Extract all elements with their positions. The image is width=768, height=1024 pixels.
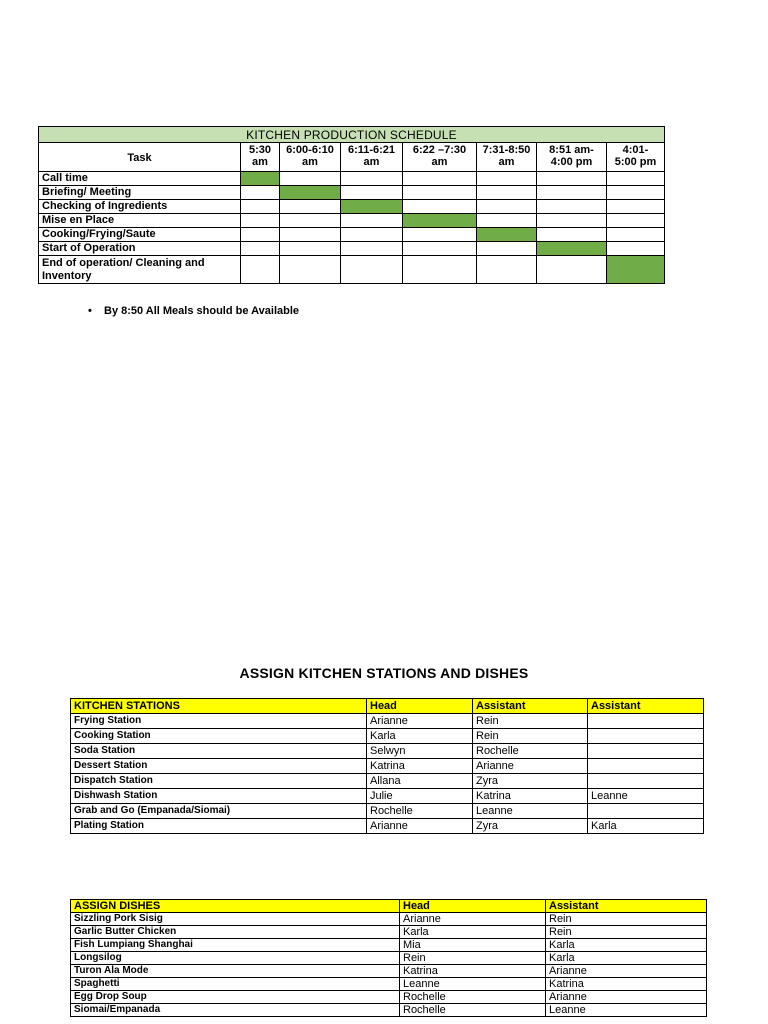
dish-header-row: [71, 900, 707, 913]
station-name-cell: Dispatch Station: [71, 774, 367, 789]
station-name-cell: Grab and Go (Empanada/Siomai): [71, 804, 367, 819]
dish-person-cell: Arianne: [400, 913, 546, 926]
task-name: Call time: [39, 172, 241, 186]
dish-person-cell: Rochelle: [400, 1004, 546, 1017]
time-slot-header: [280, 143, 341, 172]
schedule-cell: [241, 228, 280, 242]
schedule-row: [39, 172, 665, 186]
dish-column-header: ASSIGN DISHES: [71, 900, 400, 913]
schedule-row: [39, 242, 665, 256]
station-person-cell: Rein: [473, 729, 588, 744]
schedule-cell: [607, 214, 665, 228]
station-person-cell: Allana: [367, 774, 473, 789]
schedule-cell-active: [341, 200, 403, 214]
schedule-cell: [477, 172, 537, 186]
station-person-cell: [588, 729, 704, 744]
schedule-cell: [280, 200, 341, 214]
station-person-cell: Leanne: [588, 789, 704, 804]
schedule-row: [39, 186, 665, 200]
schedule-cell: [403, 172, 477, 186]
schedule-body: [39, 127, 665, 284]
time-slot-line: 6:11-6:21: [347, 144, 396, 156]
station-person-cell: [588, 774, 704, 789]
dish-person-cell: Leanne: [400, 978, 546, 991]
station-row: [71, 774, 704, 789]
schedule-title-row: [39, 127, 665, 143]
schedule-cell: [537, 200, 607, 214]
station-row: [71, 729, 704, 744]
dish-person-cell: Leanne: [546, 1004, 707, 1017]
dish-row: [71, 978, 707, 991]
schedule-cell-active: [477, 228, 537, 242]
dish-row: [71, 1004, 707, 1017]
station-row: [71, 819, 704, 834]
station-person-cell: Zyra: [473, 819, 588, 834]
availability-note: [88, 305, 299, 317]
dish-name-cell: Spaghetti: [71, 978, 400, 991]
station-person-cell: [588, 759, 704, 774]
station-name-cell: Plating Station: [71, 819, 367, 834]
dish-person-cell: Rein: [546, 926, 707, 939]
time-slot-header: [607, 143, 665, 172]
schedule-cell: [241, 256, 280, 284]
task-name: Checking of Ingredients: [39, 200, 241, 214]
schedule-cell: [241, 242, 280, 256]
dish-row: [71, 991, 707, 1004]
station-column-header: Assistant: [588, 699, 704, 714]
task-name: Start of Operation: [39, 242, 241, 256]
dish-person-cell: Arianne: [546, 991, 707, 1004]
schedule-row: [39, 228, 665, 242]
schedule-cell: [607, 228, 665, 242]
station-row: [71, 714, 704, 729]
dish-row: [71, 939, 707, 952]
station-column-header: Assistant: [473, 699, 588, 714]
schedule-cell: [477, 256, 537, 284]
note-text: By 8:50 All Meals should be Available: [104, 305, 300, 317]
schedule-cell: [241, 200, 280, 214]
station-row: [71, 744, 704, 759]
schedule-cell: [280, 214, 341, 228]
schedule-cell: [537, 228, 607, 242]
station-row: [71, 804, 704, 819]
schedule-cell: [477, 242, 537, 256]
stations-heading: ASSIGN KITCHEN STATIONS AND DISHES: [239, 665, 529, 681]
station-name-cell: Dessert Station: [71, 759, 367, 774]
station-column-header: Head: [367, 699, 473, 714]
schedule-cell: [341, 242, 403, 256]
station-person-cell: Katrina: [473, 789, 588, 804]
station-person-cell: Arianne: [367, 714, 473, 729]
station-person-cell: Leanne: [473, 804, 588, 819]
time-slot-line: am: [252, 156, 268, 168]
station-person-cell: Arianne: [367, 819, 473, 834]
schedule-cell: [607, 200, 665, 214]
dish-column-header: Head: [400, 900, 546, 913]
dish-name-cell: Turon Ala Mode: [71, 965, 400, 978]
time-slot-line: am: [302, 156, 318, 168]
schedule-cell-active: [280, 186, 341, 200]
schedule-cell: [341, 256, 403, 284]
schedule-cell-active: [537, 242, 607, 256]
station-person-cell: Katrina: [367, 759, 473, 774]
time-slot-line: 4:01-: [622, 144, 649, 156]
dish-person-cell: Rochelle: [400, 991, 546, 1004]
schedule-row: [39, 214, 665, 228]
dish-person-cell: Rein: [400, 952, 546, 965]
schedule-cell: [607, 172, 665, 186]
schedule-title: KITCHEN PRODUCTION SCHEDULE: [39, 127, 665, 143]
station-person-cell: Karla: [367, 729, 473, 744]
schedule-cell: [403, 186, 477, 200]
schedule-cell: [607, 242, 665, 256]
station-row: [71, 789, 704, 804]
schedule-cell: [477, 200, 537, 214]
station-row: [71, 759, 704, 774]
schedule-cell: [607, 186, 665, 200]
dishes-body: [71, 900, 707, 1017]
time-slot-header: [403, 143, 477, 172]
schedule-cell: [403, 200, 477, 214]
dish-row: [71, 913, 707, 926]
time-slot-line: 6:22 –7:30: [412, 144, 467, 156]
time-slot-header: [341, 143, 403, 172]
dish-name-cell: Sizzling Pork Sisig: [71, 913, 400, 926]
schedule-row: [39, 200, 665, 214]
time-slot-line: 6:00-6:10: [286, 144, 334, 156]
time-slot-line: 4:00 pm: [550, 156, 593, 168]
kitchen-stations-table: [70, 698, 704, 834]
schedule-cell: [477, 214, 537, 228]
time-slot-line: 5:00 pm: [614, 156, 657, 168]
schedule-cell: [241, 186, 280, 200]
station-name-cell: Frying Station: [71, 714, 367, 729]
station-person-cell: Selwyn: [367, 744, 473, 759]
station-person-cell: Rochelle: [367, 804, 473, 819]
schedule-cell: [403, 228, 477, 242]
schedule-cell-active: [607, 256, 665, 284]
station-person-cell: [588, 714, 704, 729]
schedule-header-row: [39, 143, 665, 172]
time-slot-line: am: [431, 156, 448, 168]
dish-person-cell: Rein: [546, 913, 707, 926]
time-slot-line: 7:31-8:50: [482, 144, 531, 156]
dish-person-cell: Katrina: [546, 978, 707, 991]
station-header-row: [71, 699, 704, 714]
time-slot-header: [537, 143, 607, 172]
schedule-cell: [341, 186, 403, 200]
schedule-cell: [280, 172, 341, 186]
dish-row: [71, 965, 707, 978]
task-name: Mise en Place: [39, 214, 241, 228]
schedule-cell: [403, 256, 477, 284]
time-slot-header: [477, 143, 537, 172]
dish-name-cell: Egg Drop Soup: [71, 991, 400, 1004]
station-person-cell: Arianne: [473, 759, 588, 774]
bullet-icon: •: [88, 305, 92, 317]
task-column-header: Task: [39, 143, 241, 172]
time-slot-line: am: [498, 156, 515, 168]
task-name: Cooking/Frying/Saute: [39, 228, 241, 242]
station-person-cell: [588, 804, 704, 819]
dish-person-cell: Mia: [400, 939, 546, 952]
time-slot-line: 5:30: [248, 144, 272, 156]
dish-name-cell: Garlic Butter Chicken: [71, 926, 400, 939]
dish-person-cell: Karla: [400, 926, 546, 939]
schedule-cell: [403, 242, 477, 256]
schedule-cell: [477, 186, 537, 200]
schedule-cell: [280, 242, 341, 256]
dish-row: [71, 926, 707, 939]
task-name: End of operation/ Cleaning and Inventory: [39, 256, 241, 284]
time-slot-line: 8:51 am-: [549, 144, 594, 156]
schedule-cell: [537, 186, 607, 200]
station-column-header: KITCHEN STATIONS: [71, 699, 367, 714]
schedule-cell: [537, 256, 607, 284]
schedule-cell: [241, 214, 280, 228]
assign-dishes-table: [70, 899, 707, 1017]
dish-person-cell: Karla: [546, 939, 707, 952]
station-person-cell: Rochelle: [473, 744, 588, 759]
dish-person-cell: Arianne: [546, 965, 707, 978]
dish-name-cell: Fish Lumpiang Shanghai: [71, 939, 400, 952]
dish-name-cell: Siomai/Empanada: [71, 1004, 400, 1017]
time-slot-line: am: [363, 156, 380, 168]
schedule-cell-active: [403, 214, 477, 228]
schedule-cell-active: [241, 172, 280, 186]
station-name-cell: Soda Station: [71, 744, 367, 759]
station-name-cell: Dishwash Station: [71, 789, 367, 804]
production-schedule-table: [38, 126, 665, 284]
stations-body: [71, 699, 704, 834]
dish-person-cell: Katrina: [400, 965, 546, 978]
station-person-cell: Karla: [588, 819, 704, 834]
station-person-cell: Zyra: [473, 774, 588, 789]
schedule-row: [39, 256, 665, 284]
station-person-cell: Rein: [473, 714, 588, 729]
station-name-cell: Cooking Station: [71, 729, 367, 744]
schedule-cell: [280, 228, 341, 242]
schedule-cell: [341, 172, 403, 186]
schedule-cell: [341, 214, 403, 228]
dish-name-cell: Longsilog: [71, 952, 400, 965]
schedule-cell: [537, 172, 607, 186]
schedule-cell: [537, 214, 607, 228]
task-name: Briefing/ Meeting: [39, 186, 241, 200]
schedule-cell: [341, 228, 403, 242]
station-person-cell: [588, 744, 704, 759]
station-person-cell: Julie: [367, 789, 473, 804]
schedule-cell: [280, 256, 341, 284]
time-slot-header: [241, 143, 280, 172]
dish-row: [71, 952, 707, 965]
dish-person-cell: Karla: [546, 952, 707, 965]
dish-column-header: Assistant: [546, 900, 707, 913]
